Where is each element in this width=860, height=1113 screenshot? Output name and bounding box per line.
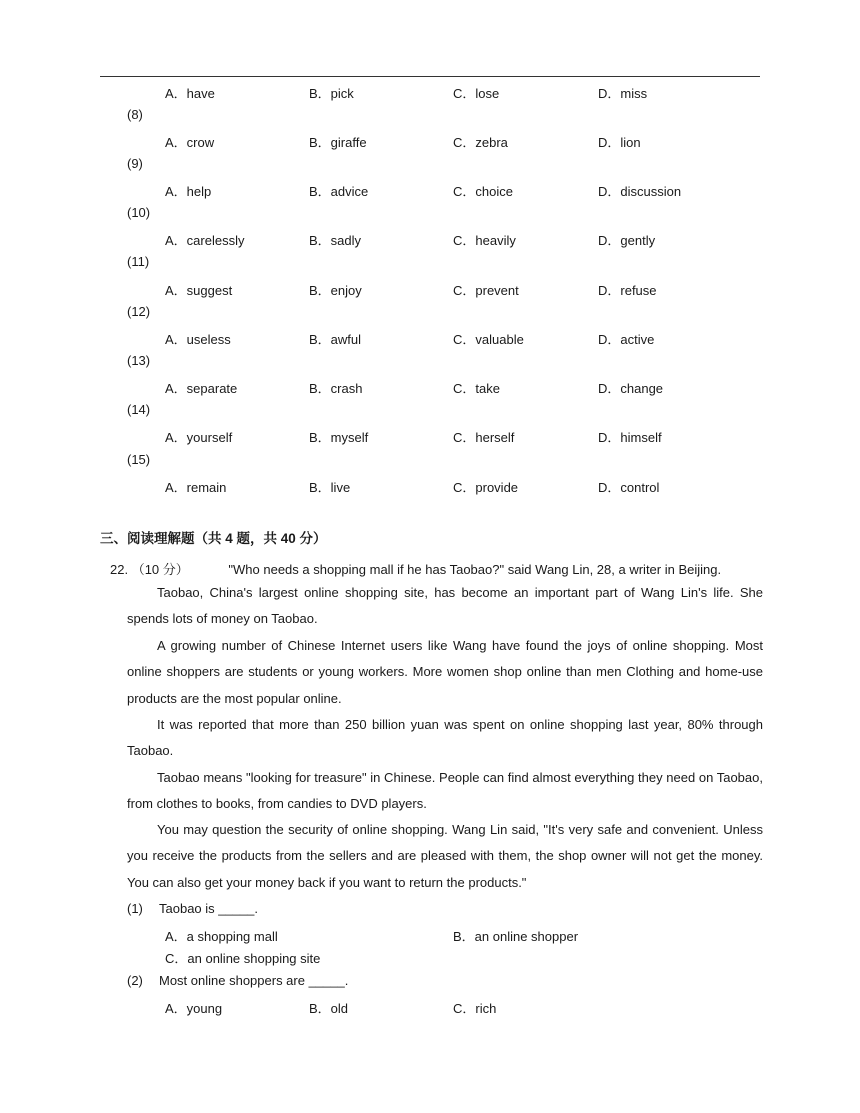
option-a[interactable]: A．carelessly	[165, 233, 245, 248]
passage-paragraph: Taobao, China's largest online shopping site, has become an important part of Wang Lin's life. She spends lots of money on Taobao.	[127, 585, 763, 627]
option-d[interactable]: D．refuse	[598, 283, 657, 298]
option-c[interactable]: C．prevent	[453, 283, 519, 298]
option-c[interactable]: C．an online shopping site	[165, 951, 321, 966]
option-b[interactable]: B．enjoy	[309, 283, 362, 298]
passage-paragraph: You may question the security of online shopping. Wang Lin said, "It's very safe and convenient. Unless you receive the products from the sellers and are pleased with them, the shop owner will not get the money. You can also get your money back if you want to return the products."	[127, 822, 763, 890]
option-b[interactable]: B．an online shopper	[453, 929, 579, 944]
question-number: 22.	[110, 562, 129, 577]
option-b[interactable]: B．myself	[309, 430, 369, 445]
option-a[interactable]: A．a shopping mall	[165, 929, 278, 944]
question-number: (9)	[127, 156, 143, 171]
passage-first-line: "Who needs a shopping mall if he has Taobao?" said Wang Lin, 28, a writer in Beijing.	[228, 562, 722, 577]
question-number: (10)	[127, 205, 151, 220]
question-points: （10 分）	[131, 562, 189, 577]
option-d[interactable]: D．gently	[598, 233, 656, 248]
question-heading	[110, 559, 721, 578]
option-c[interactable]: C．zebra	[453, 135, 508, 150]
option-c[interactable]: C．rich	[453, 1001, 497, 1016]
subquestion-stem: Most online shoppers are _____.	[159, 973, 349, 988]
subquestion-number: (1)	[127, 901, 143, 916]
option-a[interactable]: A．yourself	[165, 430, 233, 445]
passage-paragraph: A growing number of Chinese Internet users like Wang have found the joys of online shopping. Most online shoppers are students or young workers. More women shop online than men Clothing and home-use products are the most popular online.	[127, 638, 763, 706]
option-a[interactable]: A．separate	[165, 381, 238, 396]
question-number: (15)	[127, 452, 151, 467]
option-d[interactable]: D．change	[598, 381, 664, 396]
option-a[interactable]: A．useless	[165, 332, 231, 347]
option-b[interactable]: B．advice	[309, 184, 369, 199]
option-d[interactable]: D．active	[598, 332, 655, 347]
option-d[interactable]: D．miss	[598, 86, 648, 101]
option-d[interactable]: D．control	[598, 480, 660, 495]
option-a[interactable]: A．have	[165, 86, 215, 101]
option-c[interactable]: C．lose	[453, 86, 500, 101]
section-title: 三、阅读理解题（共 4 题，共 40 分）	[100, 531, 327, 546]
question-number: (8)	[127, 107, 143, 122]
option-c[interactable]: C．take	[453, 381, 500, 396]
option-d[interactable]: D．lion	[598, 135, 641, 150]
option-b[interactable]: B．awful	[309, 332, 362, 347]
option-a[interactable]: A．young	[165, 1001, 223, 1016]
passage-paragraph: It was reported that more than 250 billion yuan was spent on online shopping last year, 80% through Taobao.	[127, 717, 763, 759]
passage-paragraph: Taobao means "looking for treasure" in Chinese. People can find almost everything they need on Taobao, from clothes to books, from candies to DVD players.	[127, 770, 763, 812]
option-d[interactable]: D．discussion	[598, 184, 682, 199]
option-c[interactable]: C．choice	[453, 184, 513, 199]
option-b[interactable]: B．giraffe	[309, 135, 367, 150]
option-c[interactable]: C．provide	[453, 480, 519, 495]
question-number: (12)	[127, 304, 151, 319]
option-c[interactable]: C．heavily	[453, 233, 516, 248]
option-a[interactable]: A．help	[165, 184, 212, 199]
option-c[interactable]: C．valuable	[453, 332, 524, 347]
option-a[interactable]: A．suggest	[165, 283, 233, 298]
subquestion-stem: Taobao is _____.	[159, 901, 259, 916]
question-number: (11)	[127, 254, 150, 269]
option-b[interactable]: B．live	[309, 480, 351, 495]
option-a[interactable]: A．crow	[165, 135, 215, 150]
option-b[interactable]: B．old	[309, 1001, 349, 1016]
question-number: (13)	[127, 353, 151, 368]
option-a[interactable]: A．remain	[165, 480, 227, 495]
question-number: (14)	[127, 402, 151, 417]
option-d[interactable]: D．himself	[598, 430, 662, 445]
option-b[interactable]: B．crash	[309, 381, 363, 396]
option-b[interactable]: B．sadly	[309, 233, 362, 248]
option-c[interactable]: C．herself	[453, 430, 515, 445]
option-b[interactable]: B．pick	[309, 86, 354, 101]
header-rule	[100, 76, 760, 77]
subquestion-number: (2)	[127, 973, 143, 988]
